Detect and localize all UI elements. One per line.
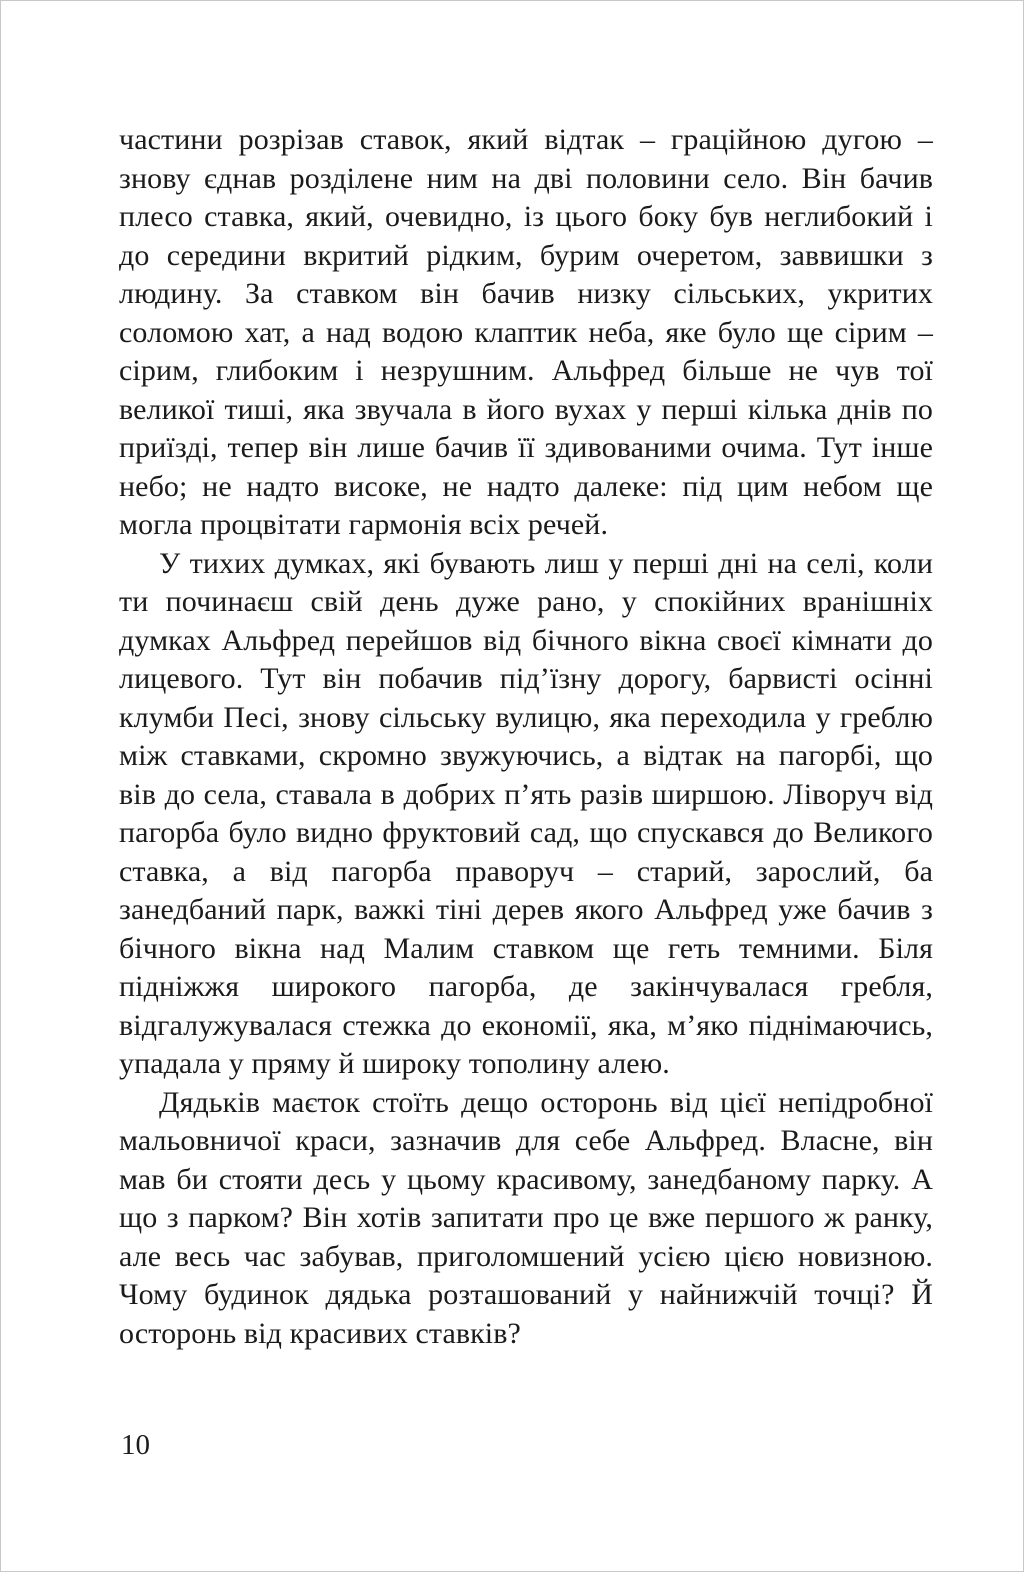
page-number: 10 xyxy=(121,1429,150,1461)
paragraph: Дядьків маєток стоїть дещо осторонь від цієї непідробної мальовничої краси, зазначив для себе Альфред. Власне, він мав би стояти десь у цьому красивому, занедбаному парку. А що з парком? Він хотів запитати про це вже першого ж ранку, але весь час забував, приголомшений усією цією новизною. Чому будинок дядька розташований у найнижчій точці? Й осторонь від красивих ставків? xyxy=(119,1085,933,1350)
paragraph: У тихих думках, які бувають лиш у перші дні на селі, коли ти починаєш свій день дуже рано, у спокійних вранішніх думках Альфред перейшов від бічного вікна своєї кімнати до лицевого. Тут він побачив під’їзну дорогу, барвисті осінні клумби Песі, знову сільську вулицю, яка переходила у греблю між ставками, скромно звужуючись, а відтак на пагорбі, що вів до села, ставала в добрих п’ять разів ширшою. Ліворуч від пагорба було видно фруктовий сад, що спускався до Великого ставка, а від пагорба праворуч – старий, зарослий, ба занедбаний парк, важкі тіні дерев якого Альфред уже бачив з бічного вікна над Малим ставком ще геть темними. Біля підніжжя широкого пагорба, де закінчувалася гребля, відгалужувалася стежка до економії, яка, м’яко піднімаючись, упадала у пряму й широку тополину алею. xyxy=(119,546,933,1080)
body-text xyxy=(119,121,933,1353)
paragraph: частини розрізав ставок, який відтак – граційною дугою – знову єднав розділене ним на дві половини село. Він бачив плесо ставка, який, очевидно, із цього боку був неглибокий і до середини вкритий рідким, бурим очеретом, заввишки з людину. За ставком він бачив низку сільських, укритих соломою хат, а над водою клаптик неба, яке було ще сірим – сірим, глибоким і незрушним. Альфред більше не чув тої великої тиші, яка звучала в його вухах у перші кілька днів по приїзді, тепер він лише бачив її здивованими очима. Тут інше небо; не надто високе, не надто далеке: під цим небом ще могла процвітати гармонія всіх речей. xyxy=(119,123,933,541)
